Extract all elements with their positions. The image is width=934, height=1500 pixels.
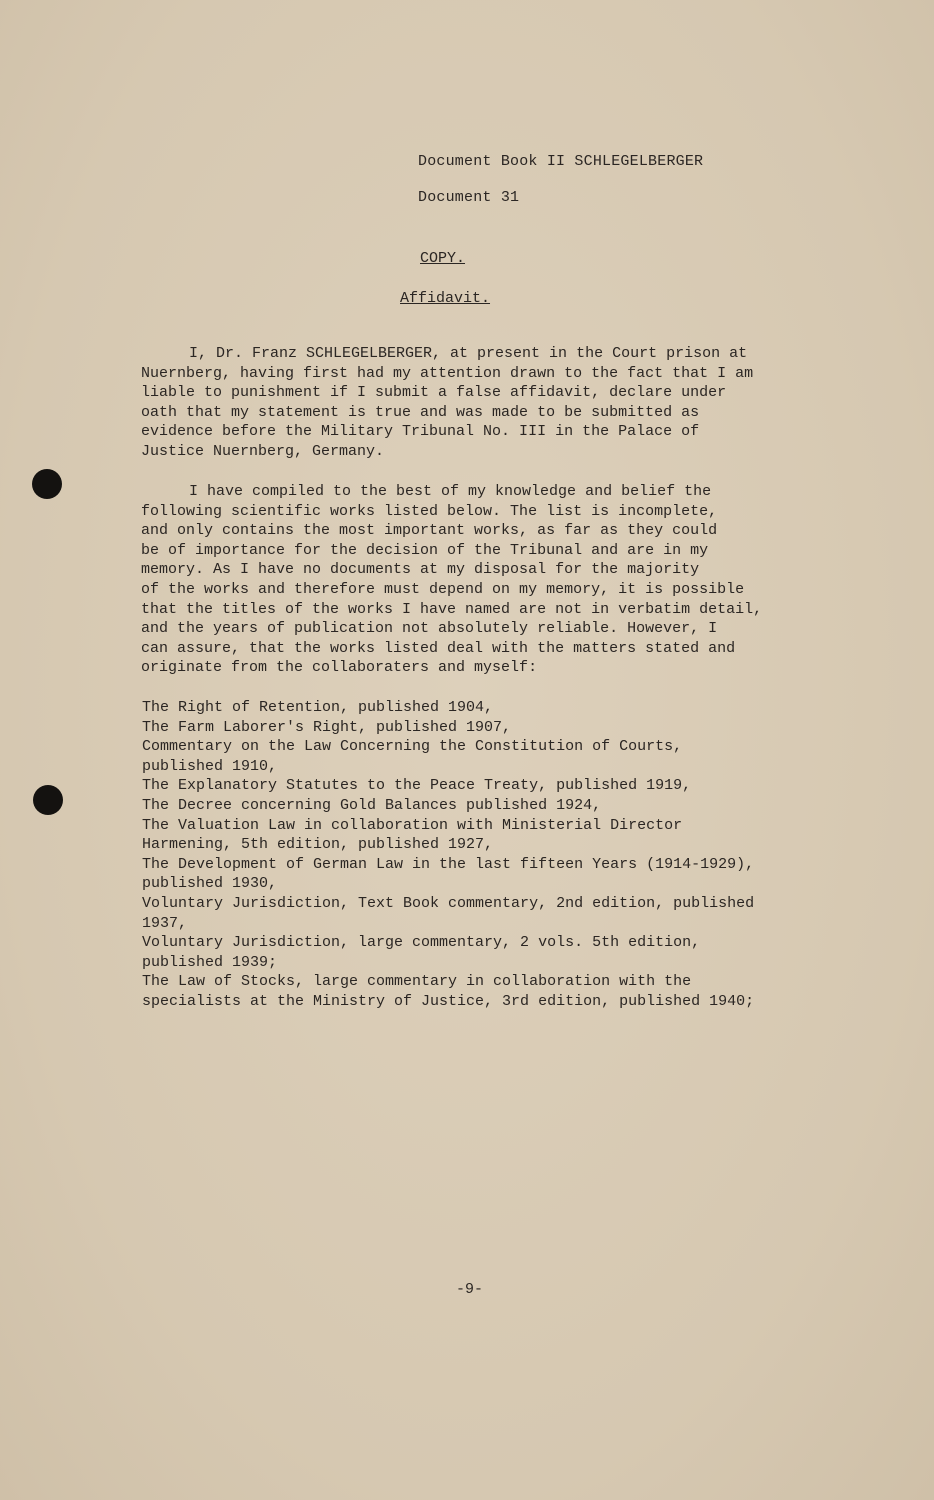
works-list [142, 698, 814, 1012]
document-book-header: Document Book II SCHLEGELBERGER [418, 153, 704, 170]
list-item: The Farm Laborer's Right, published 1907, [142, 718, 512, 736]
list-item: The Development of German Law in the last fifteen Years (1914-1929), published 1930, [142, 855, 755, 893]
list-item: The Explanatory Statutes to the Peace Treaty, published 1919, [142, 777, 692, 795]
punch-hole-bottom [33, 785, 63, 815]
list-item: Voluntary Jurisdiction, Text Book commentary, 2nd edition, published 1937, [142, 894, 755, 932]
affidavit-title: Affidavit. [400, 290, 491, 307]
list-item: The Right of Retention, published 1904, [142, 699, 494, 716]
punch-hole-top [32, 469, 62, 499]
page-number: -9- [456, 1281, 484, 1298]
list-item: Voluntary Jurisdiction, large commentary, 2 vols. 5th edition, published 1939; [142, 934, 701, 971]
affidavit-paragraph-works-intro: I have compiled to the best of my knowledge and belief the following scientific works listed below. The list is incomplete, and only contains the most important works, as far as they could be of importance for the decision of the Tribunal and are in my memory. As I have no documents at my disposal for the majority of the works and therefore must depend on my memory, it is possible that the titles of the works I have named are not in verbatim detail, and the years of publication not absolutely reliable. However, I can assure, that the works listed deal with the matters stated and originate from the collaboraters and myself: [141, 483, 763, 677]
copy-label: COPY. [420, 250, 466, 267]
document-number: Document 31 [418, 189, 520, 206]
list-item: The Decree concerning Gold Balances published 1924, [142, 796, 602, 814]
list-item: The Law of Stocks, large commentary in collaboration with the specialists at the Ministry of Justice, 3rd edition, published 1940; [142, 973, 755, 1010]
list-item: Commentary on the Law Concerning the Constitution of Courts, published 1910, [142, 738, 683, 775]
affidavit-paragraph-oath: I, Dr. Franz SCHLEGELBERGER, at present in the Court prison at Nuernberg, having first had my attention drawn to the fact that I am liable to punishment if I submit a false affidavit, declare under oath that my statement is true and was made to be submitted as evidence before the Military Tribunal No. III in the Palace of Justice Nuernberg, Germany. [141, 345, 754, 460]
list-item: The Valuation Law in collaboration with Ministerial Director Harmening, 5th edition, published 1927, [142, 816, 683, 854]
